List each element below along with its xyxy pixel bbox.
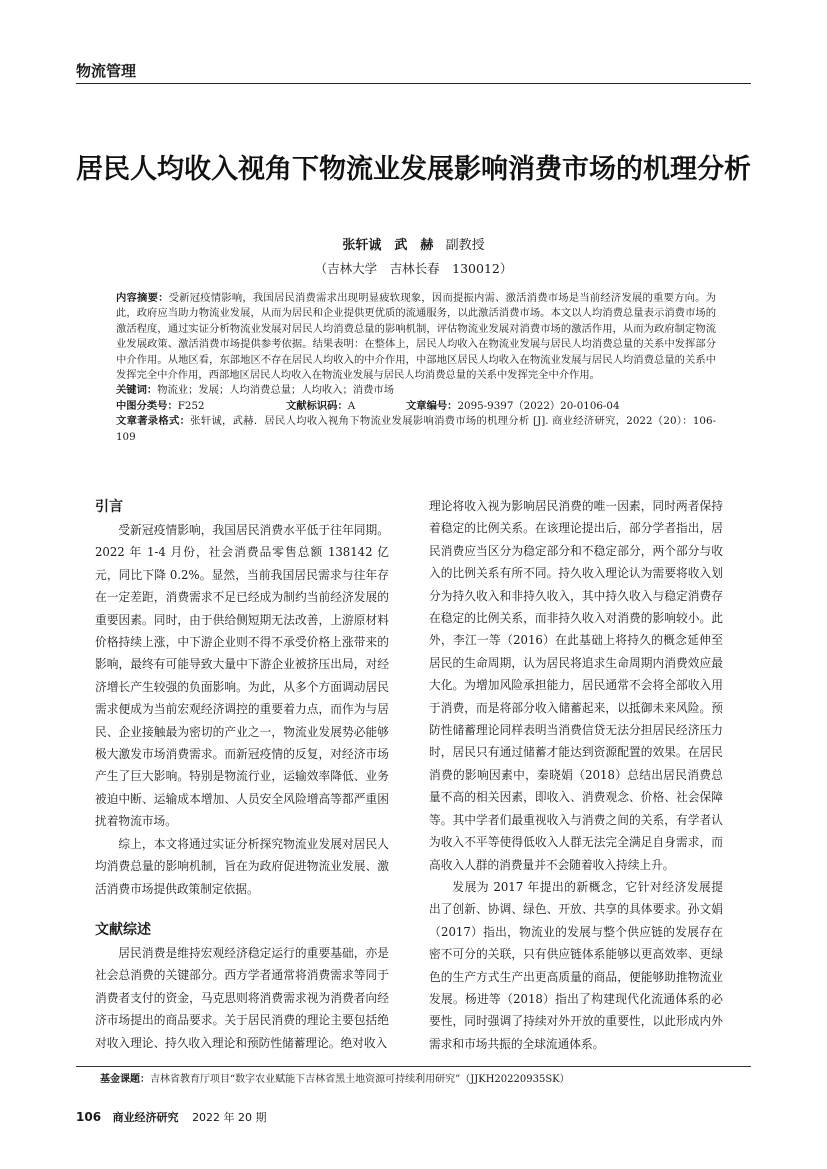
- article-number-value: 2095-9397（2022）20-0106-04: [457, 399, 620, 412]
- affiliation: （吉林大学 吉林长春 130012）: [314, 261, 513, 276]
- literature-paragraph-1: 居民消费是维持宏观经济稳定运行的重要基础，亦是社会总消费的关键部分。西方学者通常将消费需求等同于消费者支付的资金，马克思则将消费需求视为消费者向经济市场提出的商品要求。关于居民消费的理论主要包括绝对收入理论、持久收入理论和预防性储蓄理论。绝对收入: [95, 945, 389, 1050]
- intro-paragraph-1: 受新冠疫情影响，我国居民消费水平低于往年同期。2022 年 1-4 月份，社会消费品零售总额 138142 亿元，同比下降 0.2%。显然，当前我国居民需求与往年存在一定差距，消费需求不足已经成为制约当前经济发展的重要因素。同时，由于供给侧短期无法改善，上游原材料价格持续上涨，中下游企业则不得不承受价格上涨带来的影响，最终有可能导致大量中下游企业被挤压出局，对经济增长产生较强的负面影响。为此，从多个方面调动居民需求便成为当前宏观经济调控的重要着力点，而作为与居民、企业接触最为密切的产业之一，物流业发展势必能够极大激发市场消费需求。而新冠疫情的反复，对经济市场产生了巨大影响。特别是物流行业，运输效率降低、业务被迫中断、运输成本增加、人员安全风险增高等都严重困扰着物流市场。: [95, 523, 389, 829]
- keywords-text: 物流业；发展；人均消费总量；人均收入；消费市场: [157, 384, 395, 397]
- keywords: [116, 383, 716, 398]
- classification-value: F252: [177, 399, 205, 412]
- right-paragraph-1: 理论将收入视为影响居民消费的唯一因素，同时两者保持着稳定的比例关系。在该理论提出后，部分学者指出，居民消费应当区分为稳定部分和不稳定部分，两个部分与收入的比例关系有所不同。持久收入理论认为需要将收入划分为持久收入和非持久收入，其中持久收入与稳定消费存在稳定的比例关系，而非持久收入对消费的影响较小。此外，李江一等（2016）在此基础上将持久的概念延伸至居民的生命周期，认为居民将追求生命周期内消费效应最大化。为增加风险承担能力，居民通常不会将全部收入用于消费，而是将部分收入储蓄起来，以抵御未来风险。预防性储蓄理论同样表明当消费信贷无法分担居民经济压力时，居民只有通过储蓄才能达到资源配置的效果。在居民消费的影响因素中，秦晓娟（2018）总结出居民消费总量不高的相关因素，即收入、消费观念、价格、社会保障等。其中学者们最重视收入与消费之间的关系，有学者认为收入不平等使得低收入人群无法完全满足自身需求，而高收入人群的消费量并不会随着收入持续上升。: [429, 499, 723, 872]
- footnote-label: 基金课题：: [100, 1074, 150, 1085]
- article-title: 居民人均收入视角下物流业发展影响消费市场的机理分析: [76, 154, 751, 185]
- classification-label: 中图分类号：: [116, 399, 178, 412]
- abstract-block: [116, 291, 716, 445]
- article-number: [406, 399, 620, 414]
- abstract: [116, 291, 716, 383]
- citation-text: 张轩诚，武赫．居民人均收入视角下物流业发展影响消费市场的机理分析 [J]. 商业经济研究，2022（20）：106-109: [116, 415, 716, 443]
- left-column: [95, 495, 389, 1054]
- classification: [116, 399, 286, 414]
- issue: 2022 年 20 期: [192, 1111, 267, 1124]
- abstract-text: 受新冠疫情影响，我国居民消费需求出现明显疲软现象，因而提振内需、激活消费市场是当前经济发展的重要方向。为此，政府应当助力物流业发展，从而为居民和企业提供更优质的流通服务，以此激活消费市场。本文以人均消费总量表示消费市场的激活程度，通过实证分析物流业发展对居民人均消费总量的影响机制，评估物流业发展对消费市场的激活作用，从而为政府制定物流业发展政策、激活消费市场提供参考依据。结果表明：在整体上，居民人均收入在物流业发展与居民人均消费总量的关系中发挥部分中介作用。从地区看，东部地区不存在居民人均收入的中介作用，中部地区居民人均收入在物流业发展与居民人均消费总量的关系中发挥完全中介作用，西部地区居民人均收入在物流业发展与居民人均消费总量的关系中发挥完全中介作用。: [116, 292, 717, 382]
- footnote-text: 吉林省教育厅项目“数字农业赋能下吉林省黑土地资源可持续利用研究”（JJKH20220935SK）: [150, 1074, 570, 1085]
- meta-row: [116, 399, 716, 414]
- heading-introduction: 引言: [95, 499, 123, 515]
- abstract-label: 内容摘要：: [116, 292, 169, 304]
- citation: [116, 414, 716, 445]
- journal-name: 商业经济研究: [112, 1111, 179, 1124]
- author-names: 张轩诚 武 赫: [342, 238, 434, 253]
- author-rank: 副教授: [445, 238, 485, 253]
- page-footer: [76, 1109, 267, 1125]
- page-number: 106: [76, 1110, 102, 1124]
- authors: [0, 236, 827, 256]
- footnote: [100, 1072, 570, 1088]
- citation-label: 文章著录格式：: [116, 415, 191, 428]
- header-rule: [76, 83, 751, 84]
- article-number-label: 文章编号：: [406, 399, 458, 412]
- doc-code-label: 文献标识码：: [286, 399, 348, 412]
- section-tag: 物流管理: [76, 62, 137, 80]
- right-paragraph-2: 发展为 2017 年提出的新概念，它针对经济发展提出了创新、协调、绿色、开放、共享的具体要求。孙文娟（2017）指出，物流业的发展与整个供应链的发展存在密不可分的关联，只有供应链体系能够以更高效率、更绿色的生产方式生产出更高质量的商品，便能够助推物流业发展。杨进等（2018）指出了构建现代化流通体系的必要性，同时强调了持续对外开放的重要性，以此形成内外需求和市场共振的全球流通体系。: [429, 879, 723, 1051]
- doc-code-value: A: [347, 399, 356, 412]
- right-column: [429, 495, 723, 1055]
- heading-literature-review: 文献综述: [95, 921, 151, 938]
- intro-paragraph-2: 综上，本文将通过实证分析探究物流业发展对居民人均消费总量的影响机制，旨在为政府促进物流业发展、激活消费市场提供政策制定依据。: [95, 836, 389, 896]
- doc-code: [286, 399, 406, 414]
- keywords-label: 关键词：: [116, 384, 158, 397]
- footnote-rule: [76, 1066, 751, 1067]
